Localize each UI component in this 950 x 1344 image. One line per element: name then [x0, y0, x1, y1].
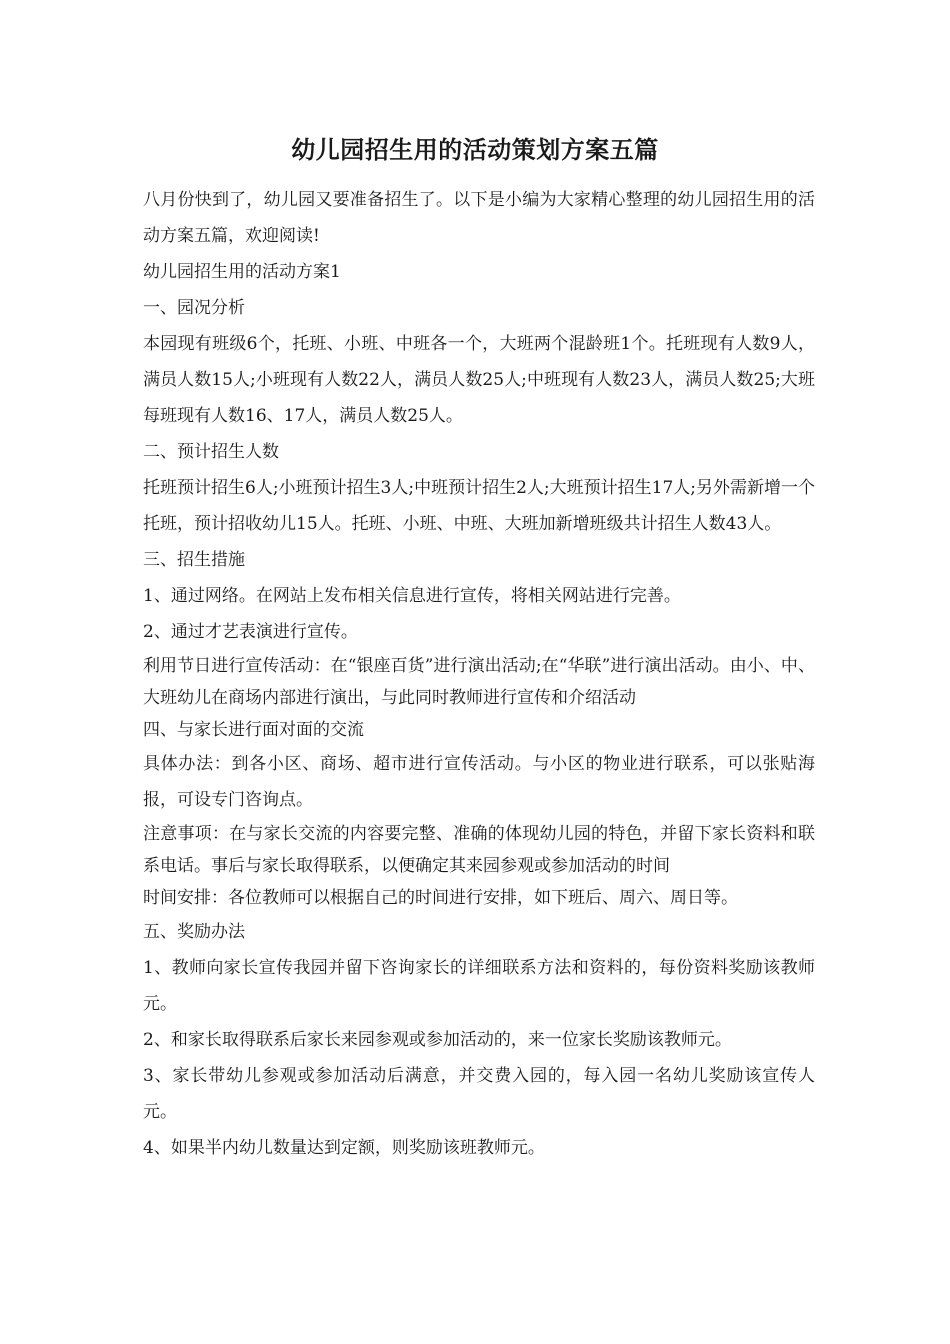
list-item: 2、通过才艺表演进行宣传。 [143, 622, 358, 642]
section-heading: 五、奖励办法 [143, 922, 245, 942]
section-heading: 四、与家长进行面对面的交流 [143, 720, 364, 740]
list-item: 2、和家长取得联系后家长来园参观或参加活动的，来一位家长奖励该教师元。 [143, 1030, 732, 1050]
section-heading: 二、预计招生人数 [143, 442, 279, 462]
list-item: 4、如果半内幼儿数量达到定额，则奖励该班教师元。 [143, 1138, 545, 1158]
body-paragraph: 时间安排：各位教师可以根据自己的时间进行安排，如下班后、周六、周日等。 [143, 888, 738, 908]
body-paragraph: 托班预计招生6人;小班预计招生3人;中班预计招生2人;大班预计招生17人;另外需新增一个托班，预计招收幼儿15人。托班、小班、中班、大班加新增班级共计招生人数43人。 [143, 478, 815, 534]
body-paragraph: 具体办法：到各小区、商场、超市进行宣传活动。与小区的物业进行联系，可以张贴海报，可设专门咨询点。 [143, 754, 815, 810]
body-paragraph: 本园现有班级6个，托班、小班、中班各一个，大班两个混龄班1个。托班现有人数9人，满员人数15人;小班现有人数22人，满员人数25人;中班现有人数23人，满员人数25;大班每班现有人数16、17人，满员人数25人。 [143, 334, 815, 426]
list-item: 1、教师向家长宣传我园并留下咨询家长的详细联系方法和资料的，每份资料奖励该教师元。 [143, 958, 815, 1014]
section-heading: 一、园况分析 [143, 298, 245, 318]
list-item: 1、通过网络。在网站上发布相关信息进行宣传，将相关网站进行完善。 [143, 586, 681, 606]
document-body [143, 182, 815, 1166]
list-item: 3、家长带幼儿参观或参加活动后满意，并交费入园的，每入园一名幼儿奖励该宣传人元。 [143, 1066, 815, 1122]
body-paragraph: 注意事项：在与家长交流的内容要完整、准确的体现幼儿园的特色，并留下家长资料和联系电话。事后与家长取得联系，以便确定其来园参观或参加活动的时间 [143, 824, 815, 876]
section-heading: 三、招生措施 [143, 550, 245, 570]
intro-paragraph: 八月份快到了，幼儿园又要准备招生了。以下是小编为大家精心整理的幼儿园招生用的活动方案五篇，欢迎阅读! [143, 190, 815, 246]
plan-heading: 幼儿园招生用的活动方案1 [143, 262, 341, 282]
document-title: 幼儿园招生用的活动策划方案五篇 [291, 135, 659, 164]
body-paragraph: 利用节日进行宣传活动：在“银座百货”进行演出活动;在“华联”进行演出活动。由小、中、大班幼儿在商场内部进行演出，与此同时教师进行宣传和介绍活动 [143, 656, 815, 708]
